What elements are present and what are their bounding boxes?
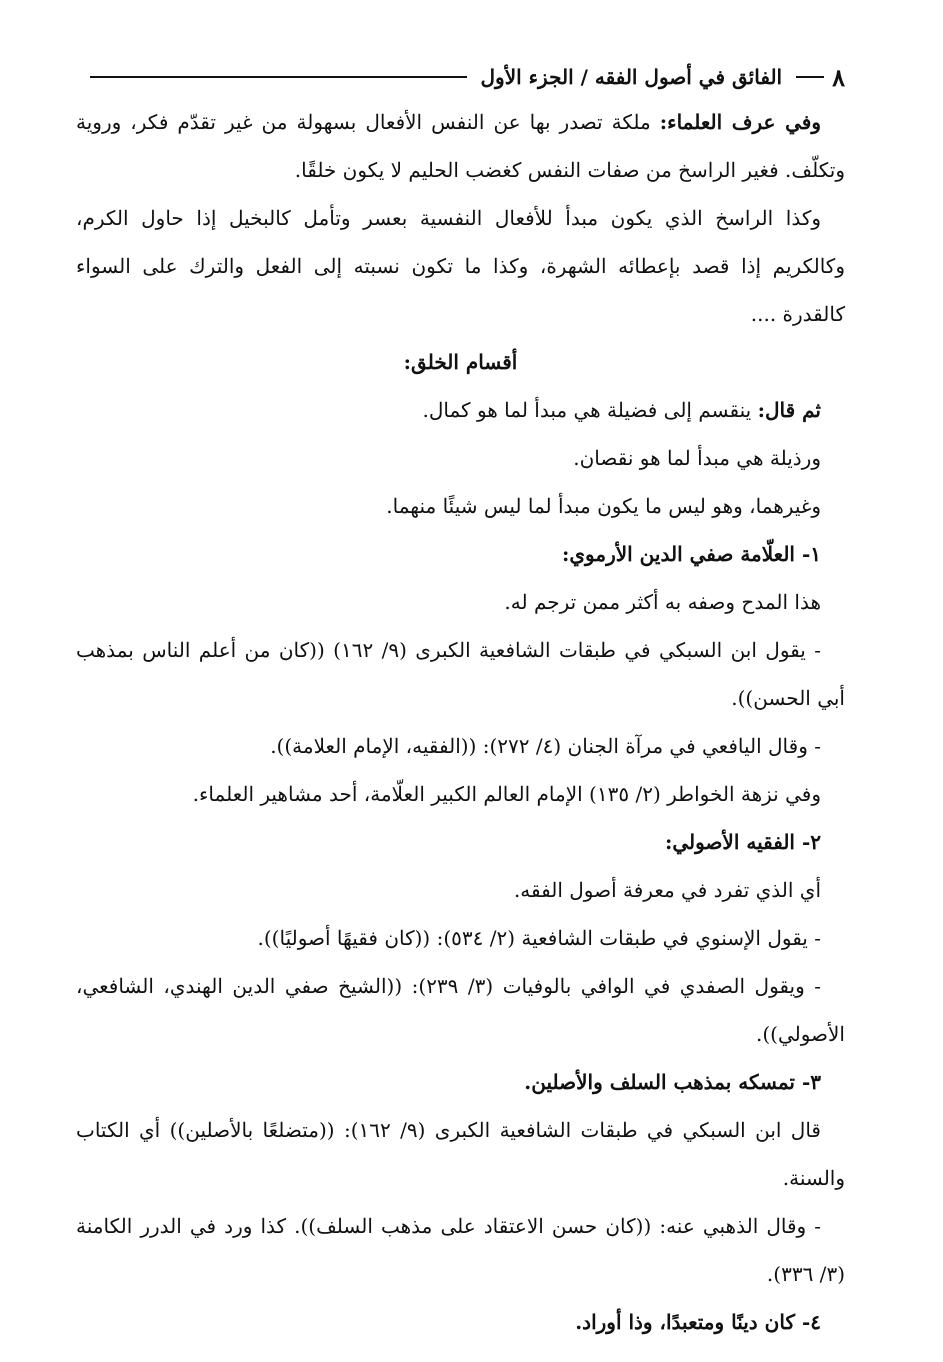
- item-2-heading-text: ٢- الفقيه الأصولي:: [664, 830, 821, 854]
- line-3: وغيرهما، وهو ليس ما يكون مبدأ لما ليس شيئًا منهما.: [386, 494, 821, 518]
- page-body: [76, 98, 845, 1346]
- quote-safadi: - ويقول الصفدي في الوافي بالوفيات (٣/ ٢٣٩): ((الشيخ صفي الدين الهندي، الشافعي، الأصولي)).: [76, 974, 845, 1046]
- line-1-lead: ثم قال:: [757, 398, 821, 422]
- paragraph-2-text: وكذا الراسخ الذي يكون مبدأ للأفعال النفسية بعسر وتأمل كالبخيل إذا حاول الكرم، وكالكريم إذا قصد بإعطائه الشهرة، وكذا ما تكون نسبته إلى الفعل والترك على السواء كالقدرة ....: [76, 206, 845, 326]
- header-rule-right: [796, 76, 824, 78]
- item-3-heading: [76, 1058, 845, 1106]
- header-title: الفائق في أصول الفقه / الجزء الأول: [480, 65, 783, 89]
- quote-dhahabi: - وقال الذهبي عنه: ((كان حسن الاعتقاد على مذهب السلف)). كذا ورد في الدرر الكامنة (٣/ ٣٣٦).: [76, 1214, 845, 1286]
- quote-isnawi: - يقول الإسنوي في طبقات الشافعية (٢/ ٥٣٤): ((كان فقيهًا أصوليًا)).: [257, 926, 821, 950]
- running-header: [76, 56, 845, 98]
- section-heading: أقسام الخلق:: [403, 350, 518, 374]
- quote-nuzha: وفي نزهة الخواطر (٢/ ١٣٥) الإمام العالم الكبير العلّامة، أحد مشاهير العلماء.: [192, 782, 821, 806]
- page: [76, 56, 845, 1342]
- paragraph-1: [76, 98, 845, 194]
- item-4-heading: [76, 1298, 845, 1346]
- page-number: ٨: [832, 62, 845, 92]
- item-2-heading: [76, 818, 845, 866]
- quote-subki-1: - يقول ابن السبكي في طبقات الشافعية الكبرى (٩/ ١٦٢) ((كان من أعلم الناس بمذهب أبي الحسن)).: [76, 638, 845, 710]
- item-4-heading-text: ٤- كان دينًا ومتعبدًا، وذا أوراد.: [575, 1310, 821, 1334]
- header-rule-left: [90, 76, 467, 78]
- paragraph-1-text: ملكة تصدر بها عن النفس الأفعال بسهولة من غير تقدّم فكر، وروية وتكلّف. فغير الراسخ من صفات النفس كغضب الحليم لا يكون خلقًا.: [76, 110, 845, 182]
- paragraph-1-lead: وفي عرف العلماء:: [659, 110, 821, 134]
- item-1-heading: ١- العلّامة صفي الدين الأرموي:: [562, 542, 821, 566]
- line-5: هذا المدح وصفه به أكثر ممن ترجم له.: [504, 590, 821, 614]
- quote-subki-2: قال ابن السبكي في طبقات الشافعية الكبرى (٩/ ١٦٢): ((متضلعًا بالأصلين)) أي الكتاب والسنة.: [76, 1118, 845, 1190]
- paragraph-2: [76, 194, 845, 338]
- line-1: [76, 386, 845, 434]
- item-3-heading-text: ٣- تمسكه بمذهب السلف والأصلين.: [524, 1070, 821, 1094]
- line-2: ورذيلة هي مبدأ لما هو نقصان.: [573, 446, 821, 470]
- line-10: أي الذي تفرد في معرفة أصول الفقه.: [513, 878, 821, 902]
- quote-yafii: - وقال اليافعي في مرآة الجنان (٤/ ٢٧٢): ((الفقيه، الإمام العلامة)).: [270, 734, 821, 758]
- line-1-text: ينقسم إلى فضيلة هي مبدأ لما هو كمال.: [422, 398, 758, 422]
